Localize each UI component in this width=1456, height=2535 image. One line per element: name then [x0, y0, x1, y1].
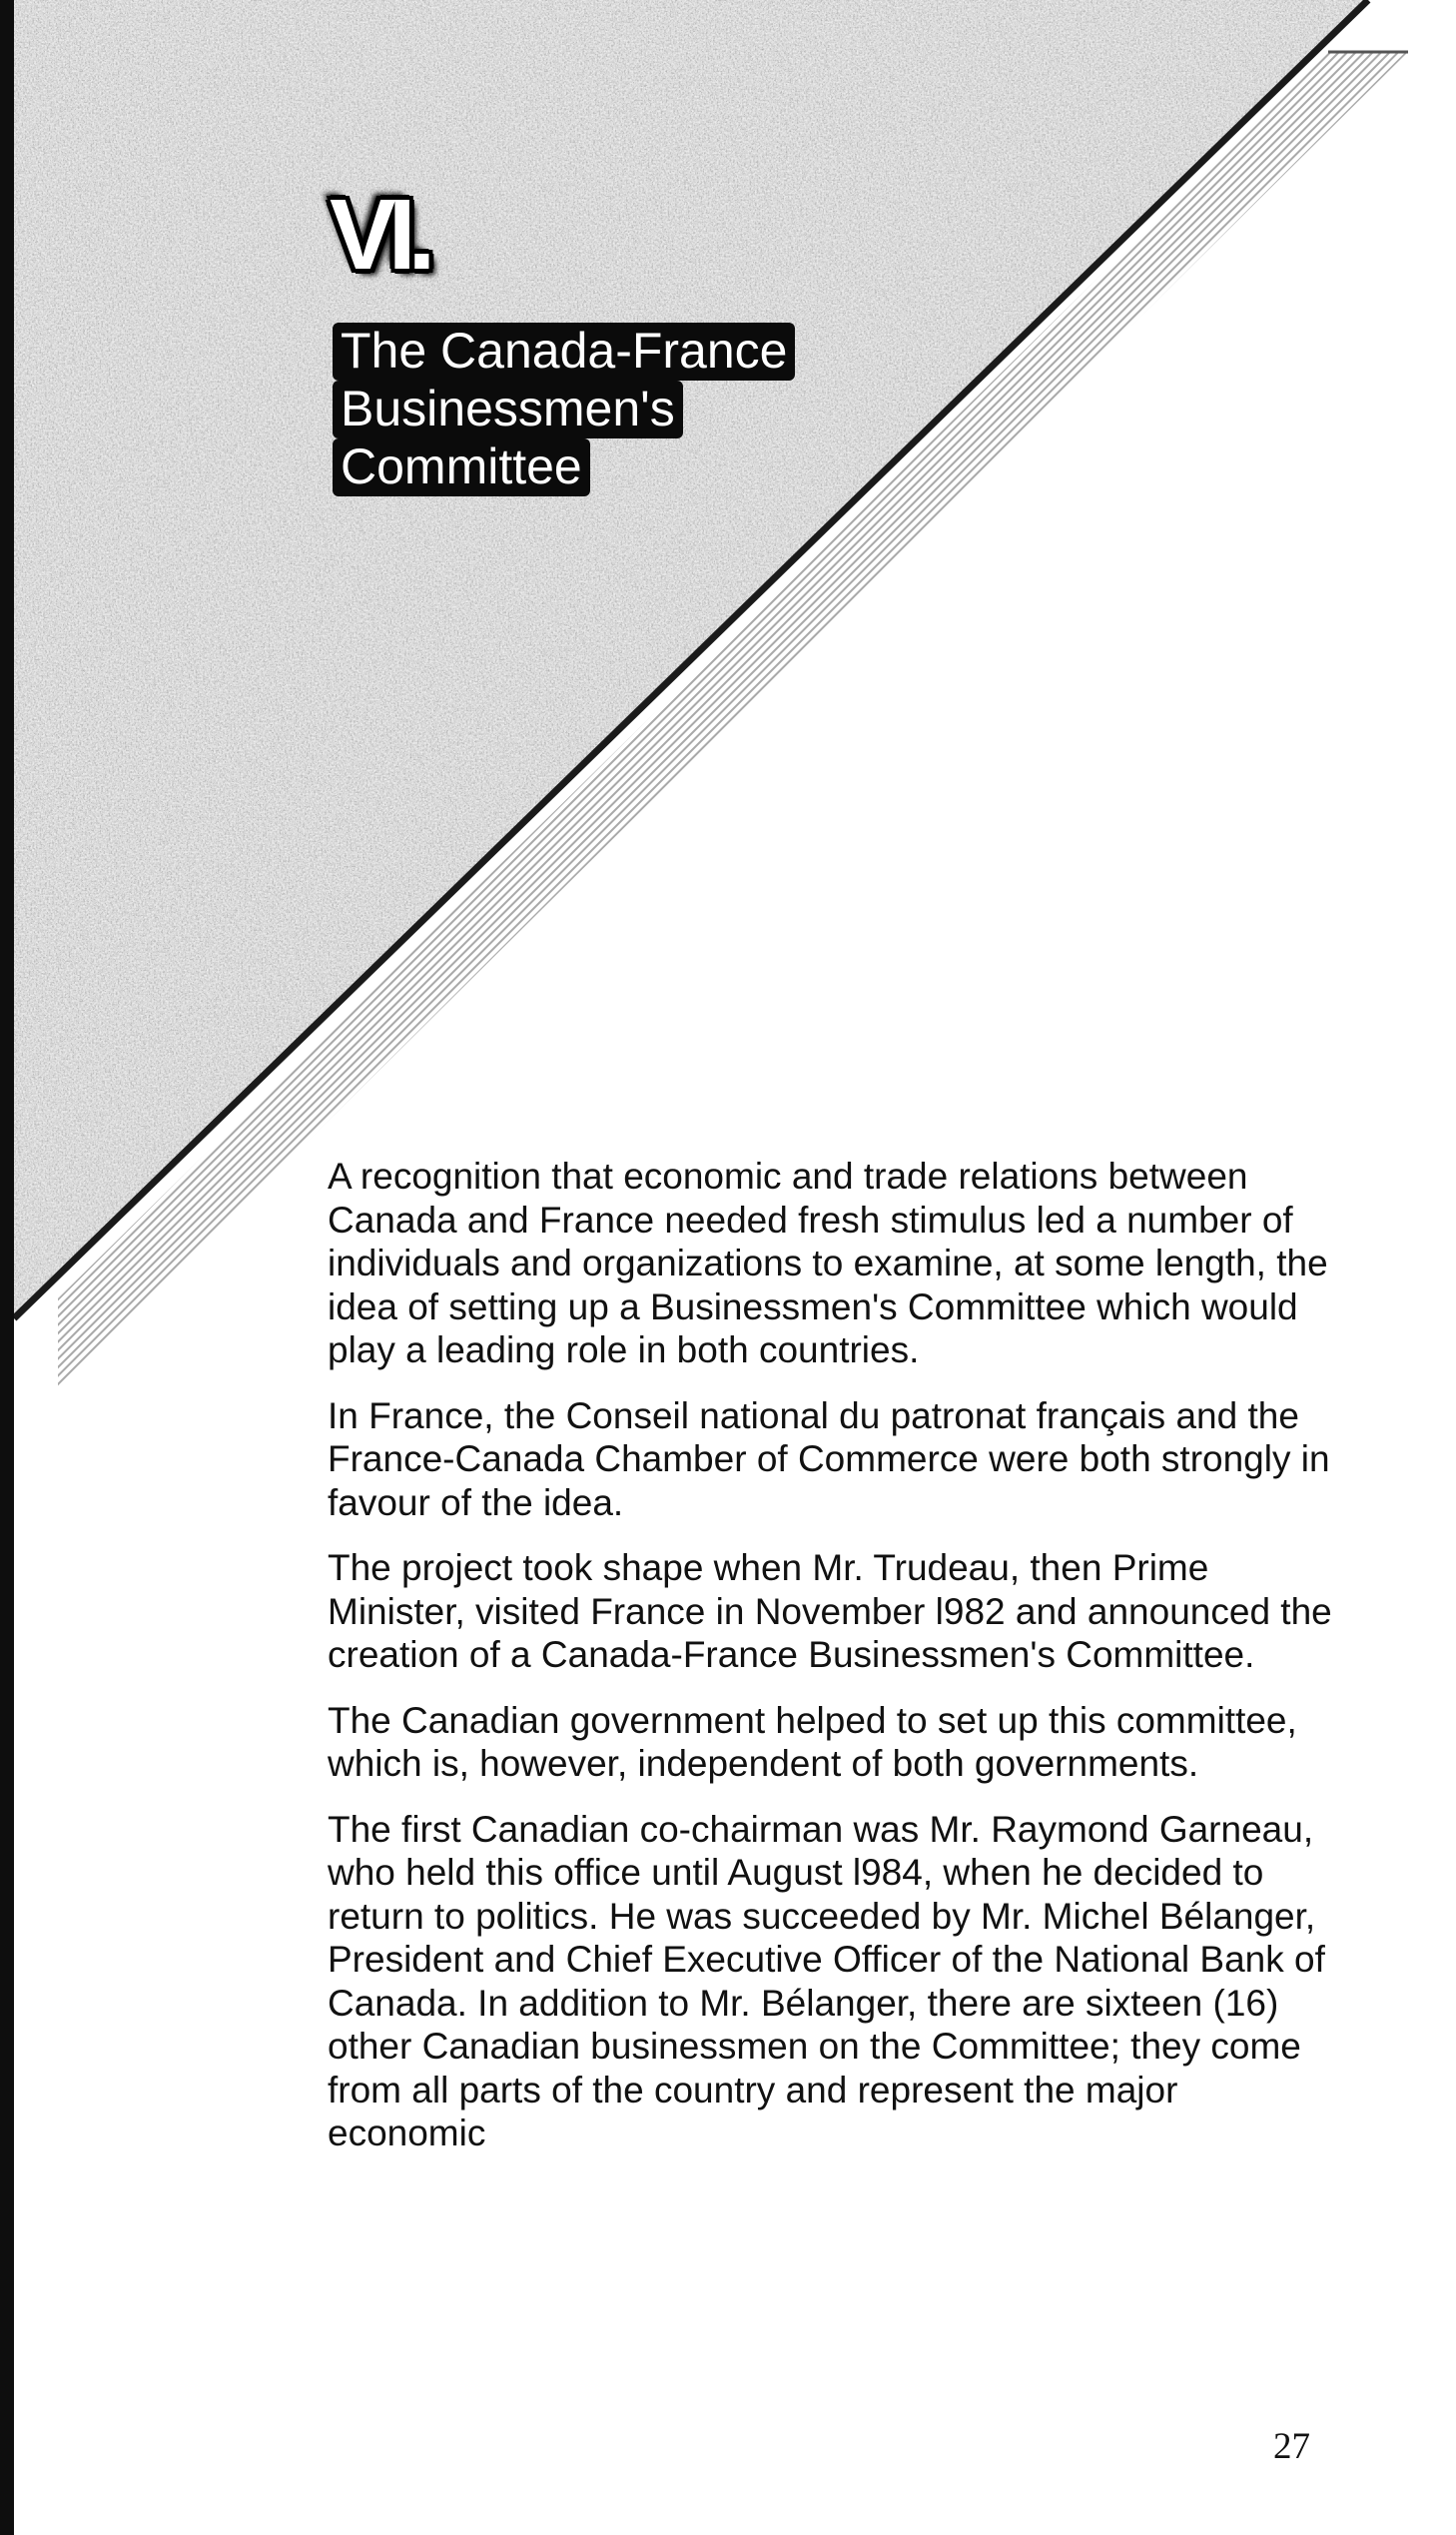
- chapter-title-line: Businessmen's: [333, 381, 683, 438]
- left-margin-bar: [0, 0, 14, 2535]
- page-number: 27: [1273, 2426, 1310, 2467]
- chapter-title-line: The Canada-France: [333, 323, 795, 381]
- chapter-title-line: Committee: [333, 438, 590, 496]
- paragraph: The Canadian government helped to set up this committee, which is, however, independent of both governments.: [328, 1699, 1297, 1784]
- paragraph: In France, the Conseil national du patronat français and the France-Canada Chamber of Commerce were both strongly in favour of the idea.: [328, 1394, 1330, 1523]
- paragraph: The project took shape when Mr. Trudeau, then Prime Minister, visited France in November l982 and announced the creation of a Canada-France Businessmen's Committee.: [328, 1547, 1332, 1675]
- paragraph: The first Canadian co-chairman was Mr. Raymond Garneau, who held this office until August l984, when he decided to return to politics. He was succeeded by Mr. Michel Bélanger, President and Chief Executive Officer of the National Bank of Canada. In addition to Mr. Bélanger, there are sixteen (16) other Canadian businessmen on the Committee; they come from all parts of the country and represent the major economic: [328, 1808, 1325, 2153]
- paragraph: A recognition that economic and trade relations between Canada and France needed fresh stimulus led a number of individuals and organizations to examine, at some length, the idea of setting up a Businessmen's Committee which would play a leading role in both countries.: [328, 1156, 1328, 1370]
- chapter-title: [333, 322, 892, 495]
- chapter-number: VI.: [330, 179, 428, 291]
- body-text: [328, 1155, 1336, 2177]
